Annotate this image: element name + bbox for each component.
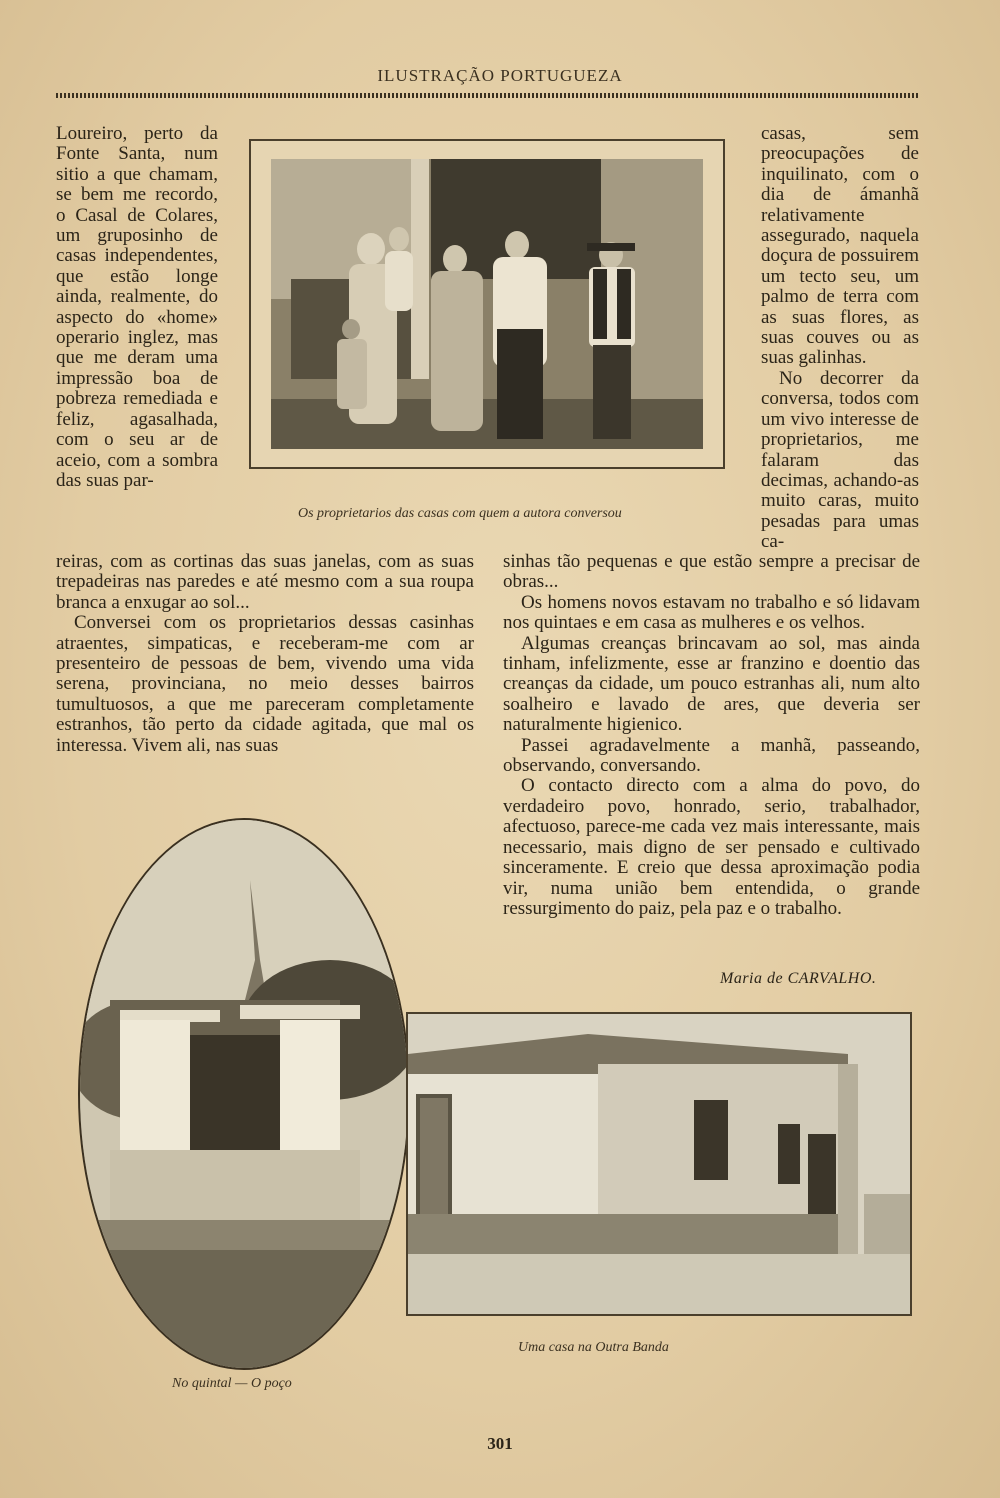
caption-family-photo: Os proprietarios das casas com quem a autora conversou	[298, 506, 622, 521]
text-right-wide-p2: Os homens novos estavam no trabalho e só lidavam nos quintaes e em casa as mulheres e os velhos.	[503, 591, 920, 634]
text-right-wide-p4: Passei agradavelmente a manhã, passeando, observando, conversando.	[503, 734, 920, 777]
text-right-narrow-p2: No decorrer da conversa, todos com um vivo interesse de proprietarios, me falaram das decimas, achando-as muito caras, muito pesadas para umas ca-	[761, 367, 919, 553]
text-left-wide-block	[56, 552, 474, 756]
text-right-wide-p1: sinhas tão pequenas e que estão sempre a precisar de obras...	[503, 551, 920, 593]
caption-house-photo: Uma casa na Outra Banda	[518, 1340, 669, 1355]
running-title: ILUSTRAÇÃO PORTUGUEZA	[377, 66, 623, 85]
text-right-wide-p3: Algumas creanças brincavam ao sol, mas ainda tinham, infelizmente, esse ar franzino e doentio das creanças da cidade, um pouco estranhas ali, num alto soalheiro e lavado de ares, que deveria ser naturalmente higienico.	[503, 632, 920, 736]
header-rule	[56, 93, 920, 98]
author-signature: Maria de CARVALHO.	[720, 970, 877, 987]
text-left-narrow: Loureiro, perto da Fonte Santa, num sitio a que chamam, se bem me recordo, o Casal de Colares, um gruposinho de casas independentes, que estão longe ainda, realmente, do aspecto do «home» operario inglez, mas que me deram uma impressão boa de pobreza remediada e feliz, agasalhada, com o seu ar de aceio, com a sombra das suas par-	[56, 123, 218, 491]
page-number: 301	[487, 1434, 513, 1453]
family-photo	[271, 159, 703, 449]
text-right-wide-block	[503, 552, 920, 919]
caption-well-photo: No quintal — O poço	[172, 1376, 292, 1391]
family-photo-frame	[249, 139, 725, 469]
text-right-narrow-p1: casas, sem preocupações de inquilinato, com o dia de ámanhã relativamente assegurado, naquela doçura de possuirem um tecto seu, um palmo de terra com as suas flores, as suas couves ou as suas galinhas.	[761, 123, 919, 369]
well-photo-oval	[78, 818, 410, 1370]
text-right-narrow-block	[761, 124, 919, 553]
text-right-wide-p5: O contacto directo com a alma do povo, do verdadeiro povo, honrado, serio, trabalhador, afectuoso, parece-me cada vez mais interessante, mais necessario, mais digno de ser pensado e cultivado sinceramente. E creio que dessa aproximação podia vir, numa união bem entendida, o grande ressurgimento do paiz, pela paz e o trabalho.	[503, 775, 920, 919]
house-photo	[406, 1012, 912, 1316]
text-left-wide-p1: reiras, com as cortinas das suas janelas, com as suas trepadeiras nas paredes e até mesmo com a sua roupa branca a enxugar ao sol...	[56, 551, 474, 613]
text-left-wide-p2: Conversei com os proprietarios dessas casinhas atraentes, simpaticas, e receberam-me com ar presenteiro de pessoas de bem, vivendo uma vida serena, provinciana, no meio desses bairros tumultuosos, a que me pareceram completamente estranhos, tão perto da cidade agitada, que mal os interessa. Vivem ali, nas suas	[56, 612, 474, 756]
